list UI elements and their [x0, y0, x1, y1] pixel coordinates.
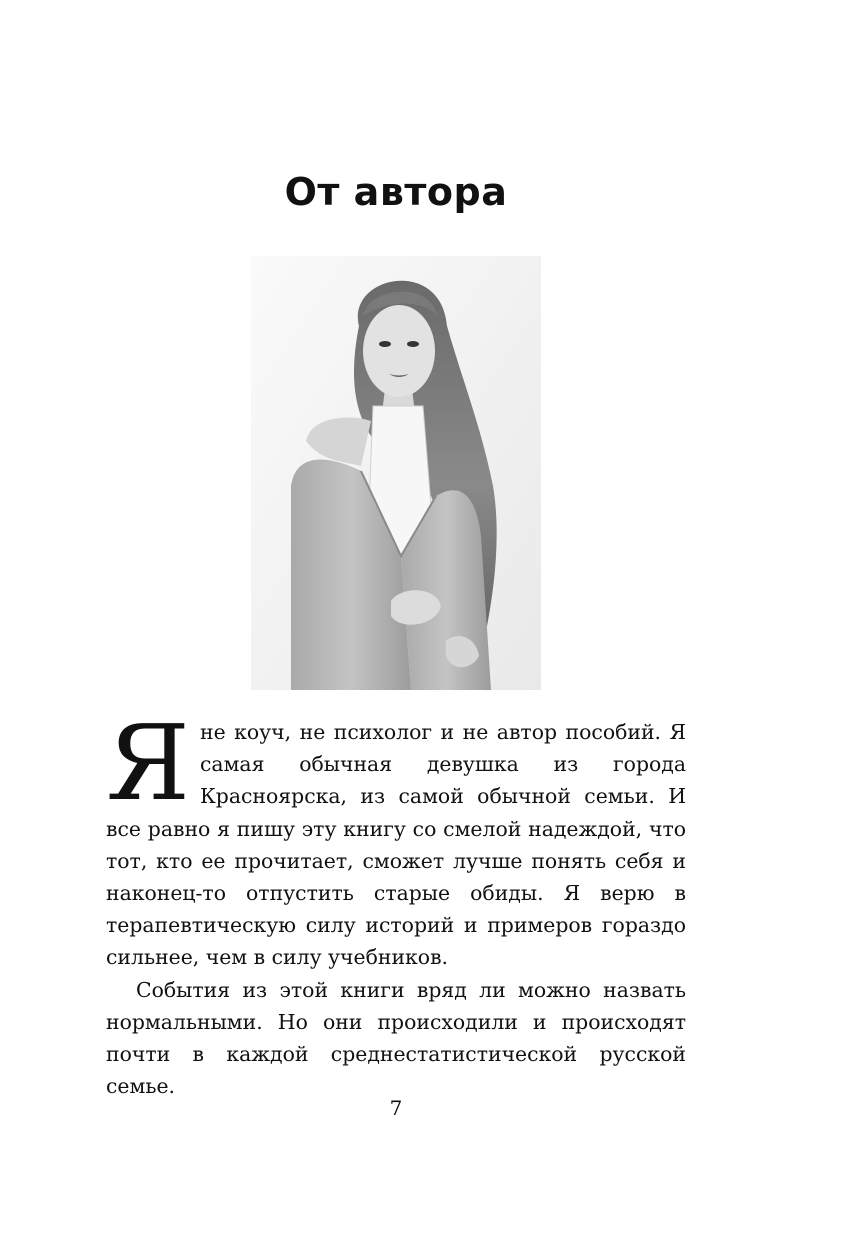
author-portrait-photo [251, 256, 541, 690]
page-number: 7 [389, 1096, 403, 1120]
page-title: От автора [284, 170, 508, 214]
paragraph-1 [106, 702, 686, 974]
body-text [106, 702, 686, 1102]
drop-cap: Я [106, 702, 190, 824]
paragraph-1-text: не коуч, не психолог и не автор пособий. Я самая обычная девушка из города Красноярска, из самой обычной семьи. И все равно я пишу эту книгу со смелой надеждой, что тот, кто ее прочитает, сможет лучше понять себя и наконец-то отпустить старые обиды. Я верю в терапевтическую силу историй и примеров гораздо сильнее, чем в силу учебников. [106, 720, 686, 970]
paragraph-2: События из этой книги вряд ли можно назвать нормальными. Но они происходили и происходят почти в каждой среднестатистической русской семье. [106, 977, 686, 1099]
